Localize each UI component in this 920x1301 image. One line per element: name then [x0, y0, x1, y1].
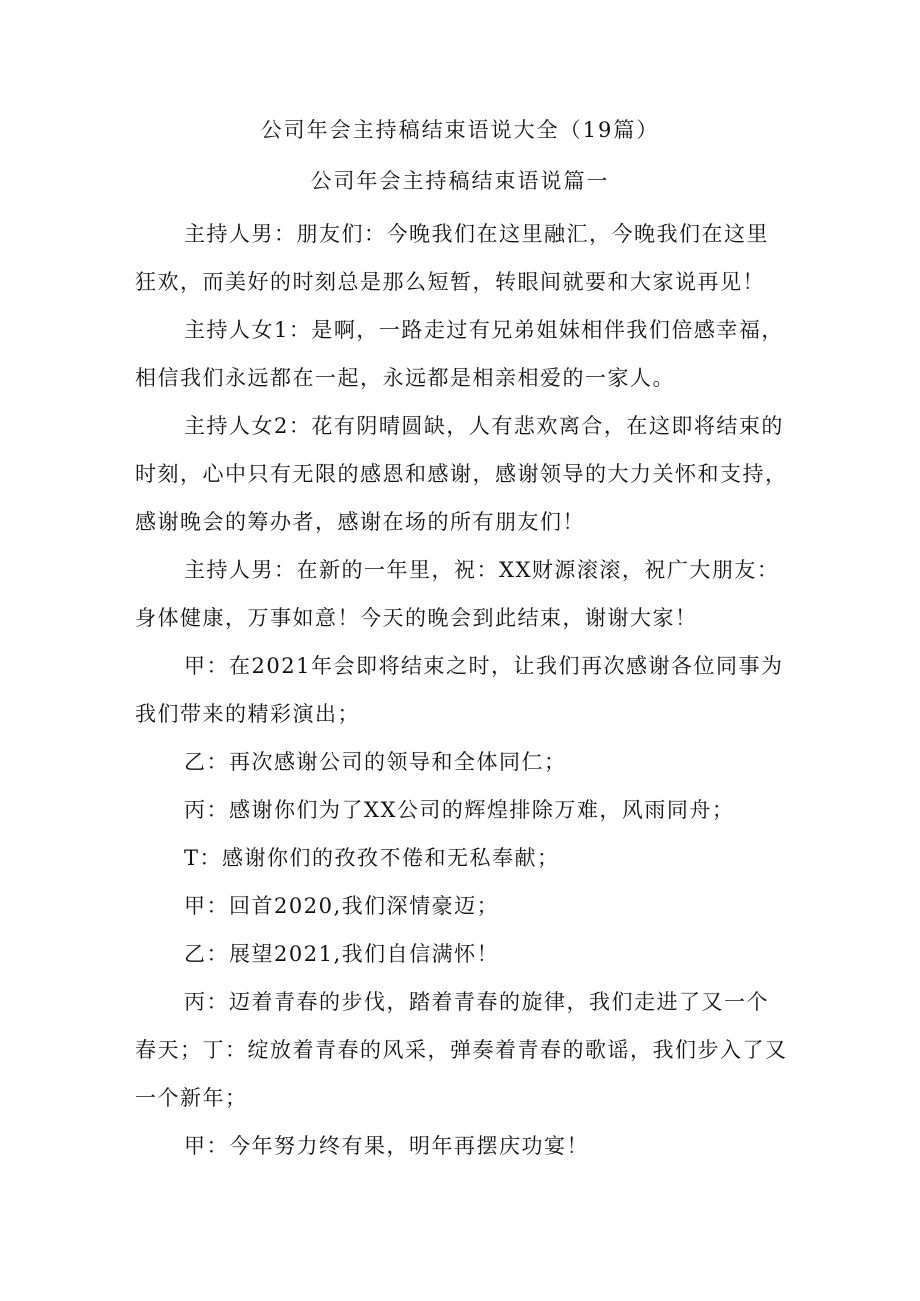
paragraph-jia-2: 甲：回首2020,我们深情豪迈； [184, 894, 500, 918]
paragraph-ding-1: T：感谢你们的孜孜不倦和无私奉献； [184, 846, 560, 870]
paragraph-host-male-2: 主持人男：在新的一年里，祝：XX财源滚滚，祝广大朋友：身体健康，万事如意！今天的晚会到此结束，谢谢大家！ [135, 558, 780, 630]
paragraph-yi-2: 乙：展望2021,我们自信满怀！ [184, 942, 500, 966]
document-body [135, 210, 790, 1170]
paragraph-yi-1: 乙：再次感谢公司的领导和全体同仁； [184, 750, 567, 774]
paragraph-host-male-1: 主持人男：朋友们：今晚我们在这里融汇，今晚我们在这里狂欢，而美好的时刻总是那么短暂，转眼间就要和大家说再见！ [135, 222, 769, 294]
paragraph-jia-1: 甲：在2021年会即将结束之时，让我们再次感谢各位同事为我们带来的精彩演出； [135, 654, 784, 726]
paragraph-bing-2: 丙：迈着青春的步伐，踏着青春的旋律，我们走进了又一个春天；丁：绽放着青春的风采，弹奏着青春的歌谣，我们步入了又一个新年； [135, 990, 788, 1110]
paragraph-host-female-2: 主持人女2：花有阴晴圆缺，人有悲欢离合，在这即将结束的时刻，心中只有无限的感恩和感谢，感谢领导的大力关怀和支持，感谢晚会的筹办者，感谢在场的所有朋友们！ [135, 414, 788, 534]
document-title: 公司年会主持稿结束语说大全（19篇） [260, 118, 660, 142]
paragraph-jia-3: 甲：今年努力终有果，明年再摆庆功宴！ [184, 1134, 589, 1158]
paragraph-bing-1: 丙：感谢你们为了XX公司的辉煌排除万难，风雨同舟； [184, 798, 735, 822]
paragraph-host-female-1: 主持人女1：是啊，一路走过有兄弟姐妹相伴我们倍感幸福，相信我们永远都在一起，永远都是相亲相爱的一家人。 [135, 318, 784, 390]
section-heading: 公司年会主持稿结束语说篇一 [310, 169, 610, 193]
